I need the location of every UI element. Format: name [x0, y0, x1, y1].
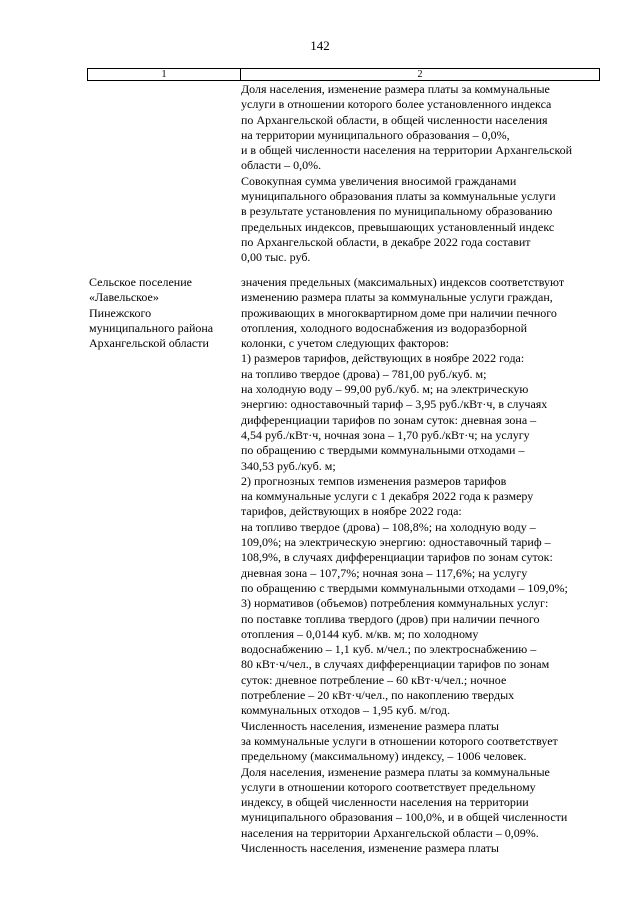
text-line: муниципального образования – 100,0%, и в общей численности	[241, 810, 568, 825]
text-line: и в общей численности населения на территории Архангельской	[241, 143, 573, 158]
text-line: за коммунальные услуги в отношении которого соответствует	[241, 733, 558, 748]
row2-municipality-name	[89, 275, 213, 351]
text-line: 2) прогнозных темпов изменения размеров тарифов	[241, 473, 507, 488]
municipality-line: Пинежского	[89, 305, 152, 320]
text-line: водоснабжению – 1,1 куб. м/чел.; по электроснабжению –	[241, 642, 537, 657]
text-line: 80 кВт·ч/чел., в случаях дифференциации тарифов по зонам	[241, 657, 550, 672]
municipality-line: «Лавельское»	[89, 290, 159, 305]
text-line: муниципального образования платы за коммунальные услуги	[241, 189, 556, 204]
text-line: потребление – 20 кВт·ч/чел., по накоплению твердых	[241, 688, 515, 703]
text-line: по поставке топлива твердого (дров) при наличии печного	[241, 611, 540, 626]
column-2-header: 2	[417, 69, 423, 80]
text-line: коммунальных отходов – 1,95 куб. м/год.	[241, 703, 450, 718]
text-line: Совокупная сумма увеличения вносимой гражданами	[241, 173, 517, 188]
text-line: на территории муниципального образования – 0,0%,	[241, 127, 510, 142]
text-line: Численность населения, изменение размера платы	[241, 718, 499, 733]
text-line: отопления, холодного водоснабжения из водоразборной	[241, 320, 528, 335]
text-line: на холодную воду – 99,00 руб./куб. м; на электрическую	[241, 382, 529, 397]
text-line: на топливо твердое (дрова) – 108,8%; на холодную воду –	[241, 519, 536, 534]
text-line: 109,0%; на электрическую энергию: одноставочный тариф –	[241, 535, 551, 550]
text-line: 3) нормативов (объемов) потребления коммунальных услуг:	[241, 596, 549, 611]
text-line: по обращению с твердыми коммунальными отходами – 109,0%;	[241, 580, 568, 595]
text-line: услуги в отношении которого соответствует предельному	[241, 779, 536, 794]
text-line: по Архангельской области, в декабре 2022 года составит	[241, 234, 531, 249]
page-number: 142	[310, 38, 330, 53]
text-line: колонки, с учетом следующих факторов:	[241, 336, 449, 351]
text-line: суток: дневное потребление – 60 кВт·ч/чел.; ночное	[241, 672, 507, 687]
text-line: 0,00 тыс. руб.	[241, 250, 311, 265]
text-line: Доля населения, изменение размера платы за коммунальные	[241, 764, 550, 779]
text-line: области – 0,0%.	[241, 158, 322, 173]
text-line: значения предельных (максимальных) индексов соответствуют	[241, 275, 565, 289]
text-line: на топливо твердое (дрова) – 781,00 руб./куб. м;	[241, 366, 487, 381]
table-header-row	[87, 68, 600, 81]
text-line: 340,53 руб./куб. м;	[241, 458, 336, 473]
text-line: энергию: одноставочный тариф – 3,95 руб./кВт·ч, в случаях	[241, 397, 548, 412]
text-line: дифференциации тарифов по зонам суток: дневная зона –	[241, 412, 537, 427]
text-line: услуги в отношении которого более установленного индекса	[241, 97, 552, 112]
text-line: Доля населения, изменение размера платы за коммунальные	[241, 82, 550, 96]
text-line: предельному (максимальному) индексу, – 1006 человек.	[241, 749, 527, 764]
text-line: Численность населения, изменение размера платы	[241, 840, 499, 855]
text-line: индексу, в общей численности населения на территории	[241, 795, 529, 810]
text-line: проживающих в многоквартирном доме при наличии печного	[241, 305, 557, 320]
text-line: по обращению с твердыми коммунальными отходами –	[241, 443, 525, 458]
row2-description	[241, 275, 568, 856]
text-line: отопления – 0,0144 куб. м/кв. м; по холодному	[241, 626, 479, 641]
text-line: 4,54 руб./кВт·ч, ночная зона – 1,70 руб./кВт·ч; на услугу	[241, 427, 530, 442]
text-line: изменению размера платы за коммунальные услуги граждан,	[241, 290, 553, 305]
text-line: в результате установления по муниципальному образованию	[241, 204, 553, 219]
text-line: предельных индексов, превышающих установленный индекс	[241, 219, 555, 234]
text-line: по Архангельской области, в общей численности населения	[241, 112, 548, 127]
text-line: на коммунальные услуги с 1 декабря 2022 года к размеру	[241, 489, 534, 504]
row1-description	[241, 82, 572, 266]
text-line: населения на территории Архангельской области – 0,09%.	[241, 825, 539, 840]
text-line: дневная зона – 107,7%; ночная зона – 117,6%; на услугу	[241, 565, 528, 580]
text-line: 108,9%, в случаях дифференциации тарифов по зонам суток:	[241, 550, 553, 565]
municipality-line: муниципального района	[89, 320, 214, 335]
text-line: 1) размеров тарифов, действующих в ноябре 2022 года:	[241, 351, 525, 366]
text-line: тарифов, действующих в ноябре 2022 года:	[241, 504, 462, 519]
municipality-line: Сельское поселение	[89, 275, 192, 289]
column-1-header: 1	[88, 69, 241, 80]
municipality-line: Архангельской области	[89, 336, 209, 351]
